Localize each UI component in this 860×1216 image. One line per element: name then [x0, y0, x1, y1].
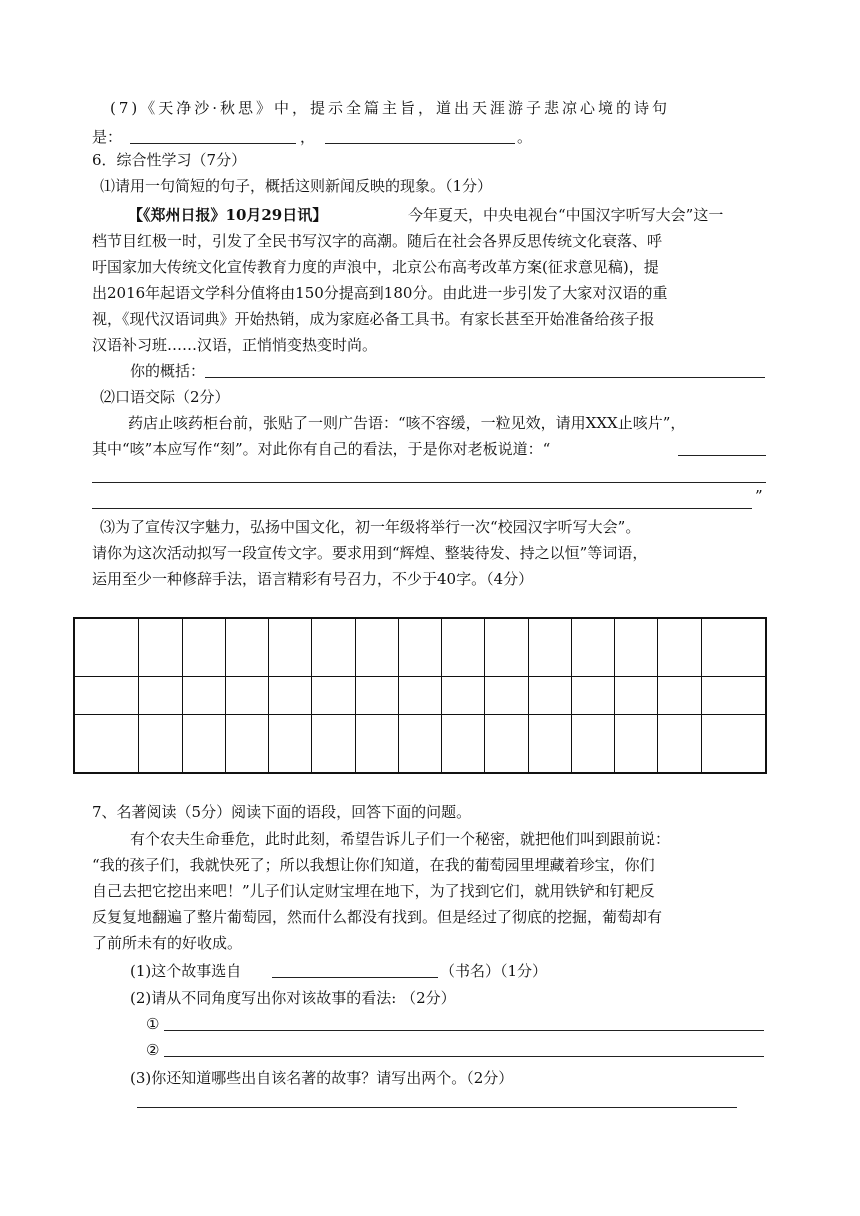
q6-news-line-4: 出2016年起语文学科分值将由150分提高到180分。由此进一步引发了大家对汉语的重 — [92, 284, 668, 302]
grid-cell[interactable] — [485, 676, 528, 715]
grid-cell[interactable] — [269, 618, 312, 676]
grid-cell[interactable] — [139, 715, 182, 773]
q6-news-line-2: 档节目红极一时，引发了全民书写汉字的高潮。随后在社会各界反思传统文化衰落、呼 — [92, 232, 663, 250]
grid-cell[interactable] — [269, 676, 312, 715]
grid-cell[interactable] — [615, 715, 658, 773]
q6-sub3-line-2: 请你为这次活动拟写一段宣传文字。要求用到“辉煌、整装待发、持之以恒”等词语， — [92, 544, 648, 562]
q6-news-line-1: 今年夏天，中央电视台“中国汉字听写大会”这一 — [408, 206, 724, 224]
grid-cell[interactable] — [658, 676, 701, 715]
grid-cell[interactable] — [355, 618, 398, 676]
grid-cell[interactable] — [139, 676, 182, 715]
grid-cell[interactable] — [571, 618, 614, 676]
q7-q1-suffix: （书名）（1分） — [440, 962, 548, 980]
grid-row — [74, 715, 766, 773]
q6-sub3-line-1: ⑶为了宣传汉字魅力，弘扬中国文化，初一年级将举行一次“校园汉字听写大会”。 — [100, 518, 641, 536]
q7-q2: (2)请从不同角度写出你对该故事的看法: （2分） — [130, 989, 456, 1007]
grid-row — [74, 618, 766, 676]
q6-news-line-3: 吁国家加大传统文化宣传教育力度的声浪中，北京公布高考改革方案(征求意见稿)，提 — [92, 258, 659, 276]
grid-cell[interactable] — [398, 676, 441, 715]
grid-cell[interactable] — [355, 715, 398, 773]
grid-cell[interactable] — [398, 618, 441, 676]
q7-passage-line-2: “我的孩子们，我就快死了；所以我想让你们知道，在我的葡萄园里埋藏着珍宝，你们 — [92, 856, 655, 874]
grid-cell[interactable] — [269, 715, 312, 773]
grid-cell[interactable] — [182, 676, 225, 715]
q5-7-line2-prefix: 是： — [92, 128, 123, 146]
grid-cell[interactable] — [701, 618, 766, 676]
q5-7-period: 。 — [517, 128, 533, 146]
grid-cell[interactable] — [182, 715, 225, 773]
q6-dialogue-blank-2[interactable] — [92, 482, 766, 483]
q5-7-line1: (7)《天净沙·秋思》中，提示全篇主旨，道出天涯游子悲凉心境的诗句 — [110, 99, 671, 117]
grid-cell[interactable] — [225, 715, 268, 773]
q7-passage-line-3: 自己去把它挖出来吧！”儿子们认定财宝埋在地下，为了找到它们，就用铁铲和钉耙反 — [92, 882, 655, 900]
q6-summary-answer-line[interactable] — [205, 377, 765, 378]
q7-book-title-blank[interactable] — [272, 977, 438, 978]
q7-passage-line-4: 反复复地翻遍了整片葡萄园，然而什么都没有找到。但是经过了彻底的挖掘，葡萄却有 — [92, 908, 663, 926]
q7-marker-1: ① — [146, 1015, 160, 1033]
grid-cell[interactable] — [701, 715, 766, 773]
grid-cell[interactable] — [225, 676, 268, 715]
q7-q1-prefix: (1)这个故事选自 — [130, 962, 242, 980]
grid-row — [74, 676, 766, 715]
q6-news-source: 【《郑州日报》10月29日讯】 — [128, 206, 328, 224]
grid-cell[interactable] — [485, 715, 528, 773]
grid-cell[interactable] — [571, 715, 614, 773]
q6-sub2-line-2: 其中“咳”本应写作“刻”。对此你有自己的看法，于是你对老板说道：“ — [92, 440, 551, 458]
q7-passage-line-1: 有个农夫生命垂危，此时此刻，希望告诉儿子们一个秘密，就把他们叫到跟前说： — [130, 830, 671, 848]
q6-dialogue-blank-3[interactable] — [92, 508, 752, 509]
q6-sub1-prompt: ⑴请用一句简短的句子，概括这则新闻反映的现象。（1分） — [100, 177, 493, 195]
grid-cell[interactable] — [312, 715, 355, 773]
grid-cell[interactable] — [528, 676, 571, 715]
q6-sub2-heading: ⑵口语交际（2分） — [100, 388, 230, 406]
grid-cell[interactable] — [74, 618, 139, 676]
q6-answer-label: 你的概括： — [130, 362, 206, 380]
grid-cell[interactable] — [442, 618, 485, 676]
grid-cell[interactable] — [225, 618, 268, 676]
q6-news-line-5: 视，《现代汉语词典》开始热销，成为家庭必备工具书。有家长甚至开始准备给孩子报 — [92, 310, 655, 328]
grid-cell[interactable] — [312, 676, 355, 715]
grid-cell[interactable] — [182, 618, 225, 676]
q6-close-quote: ” — [755, 487, 763, 505]
grid-cell[interactable] — [398, 715, 441, 773]
q7-passage-line-5: 了前所未有的好收成。 — [92, 934, 243, 952]
q6-dialogue-blank-1[interactable] — [678, 455, 766, 456]
grid-cell[interactable] — [442, 715, 485, 773]
grid-cell[interactable] — [571, 676, 614, 715]
q7-opinion-line-2[interactable] — [164, 1056, 764, 1057]
grid-cell[interactable] — [312, 618, 355, 676]
grid-cell[interactable] — [74, 676, 139, 715]
q5-7-answer-blank-2[interactable] — [325, 143, 515, 144]
grid-cell[interactable] — [442, 676, 485, 715]
q6-sub2-line-1: 药店止咳药柜台前，张贴了一则广告语：“咳不容缓，一粒见效，请用XXX止咳片”， — [128, 414, 686, 432]
grid-cell[interactable] — [528, 715, 571, 773]
q6-news-line-6: 汉语补习班……汉语，正悄悄变热变时尚。 — [92, 336, 378, 354]
q7-stories-answer-line[interactable] — [137, 1107, 737, 1108]
q7-heading: 7、名著阅读（5分）阅读下面的语段，回答下面的问题。 — [92, 803, 472, 821]
q6-sub3-line-3: 运用至少一种修辞手法，语言精彩有号召力，不少于40字。（4分） — [92, 570, 534, 588]
grid-cell[interactable] — [615, 618, 658, 676]
q6-heading: 6．综合性学习（7分） — [92, 151, 247, 169]
grid-cell[interactable] — [658, 715, 701, 773]
grid-cell[interactable] — [74, 715, 139, 773]
q5-7-comma: ， — [300, 128, 316, 146]
q5-7-answer-blank-1[interactable] — [130, 143, 296, 144]
grid-cell[interactable] — [139, 618, 182, 676]
q7-opinion-line-1[interactable] — [164, 1030, 764, 1031]
grid-cell[interactable] — [658, 618, 701, 676]
grid-cell[interactable] — [485, 618, 528, 676]
grid-cell[interactable] — [615, 676, 658, 715]
grid-cell[interactable] — [528, 618, 571, 676]
grid-cell[interactable] — [355, 676, 398, 715]
writing-grid[interactable] — [73, 617, 767, 774]
grid-cell[interactable] — [701, 676, 766, 715]
q7-q3: (3)你还知道哪些出自该名著的故事？请写出两个。（2分） — [130, 1069, 514, 1087]
q7-marker-2: ② — [146, 1041, 160, 1059]
